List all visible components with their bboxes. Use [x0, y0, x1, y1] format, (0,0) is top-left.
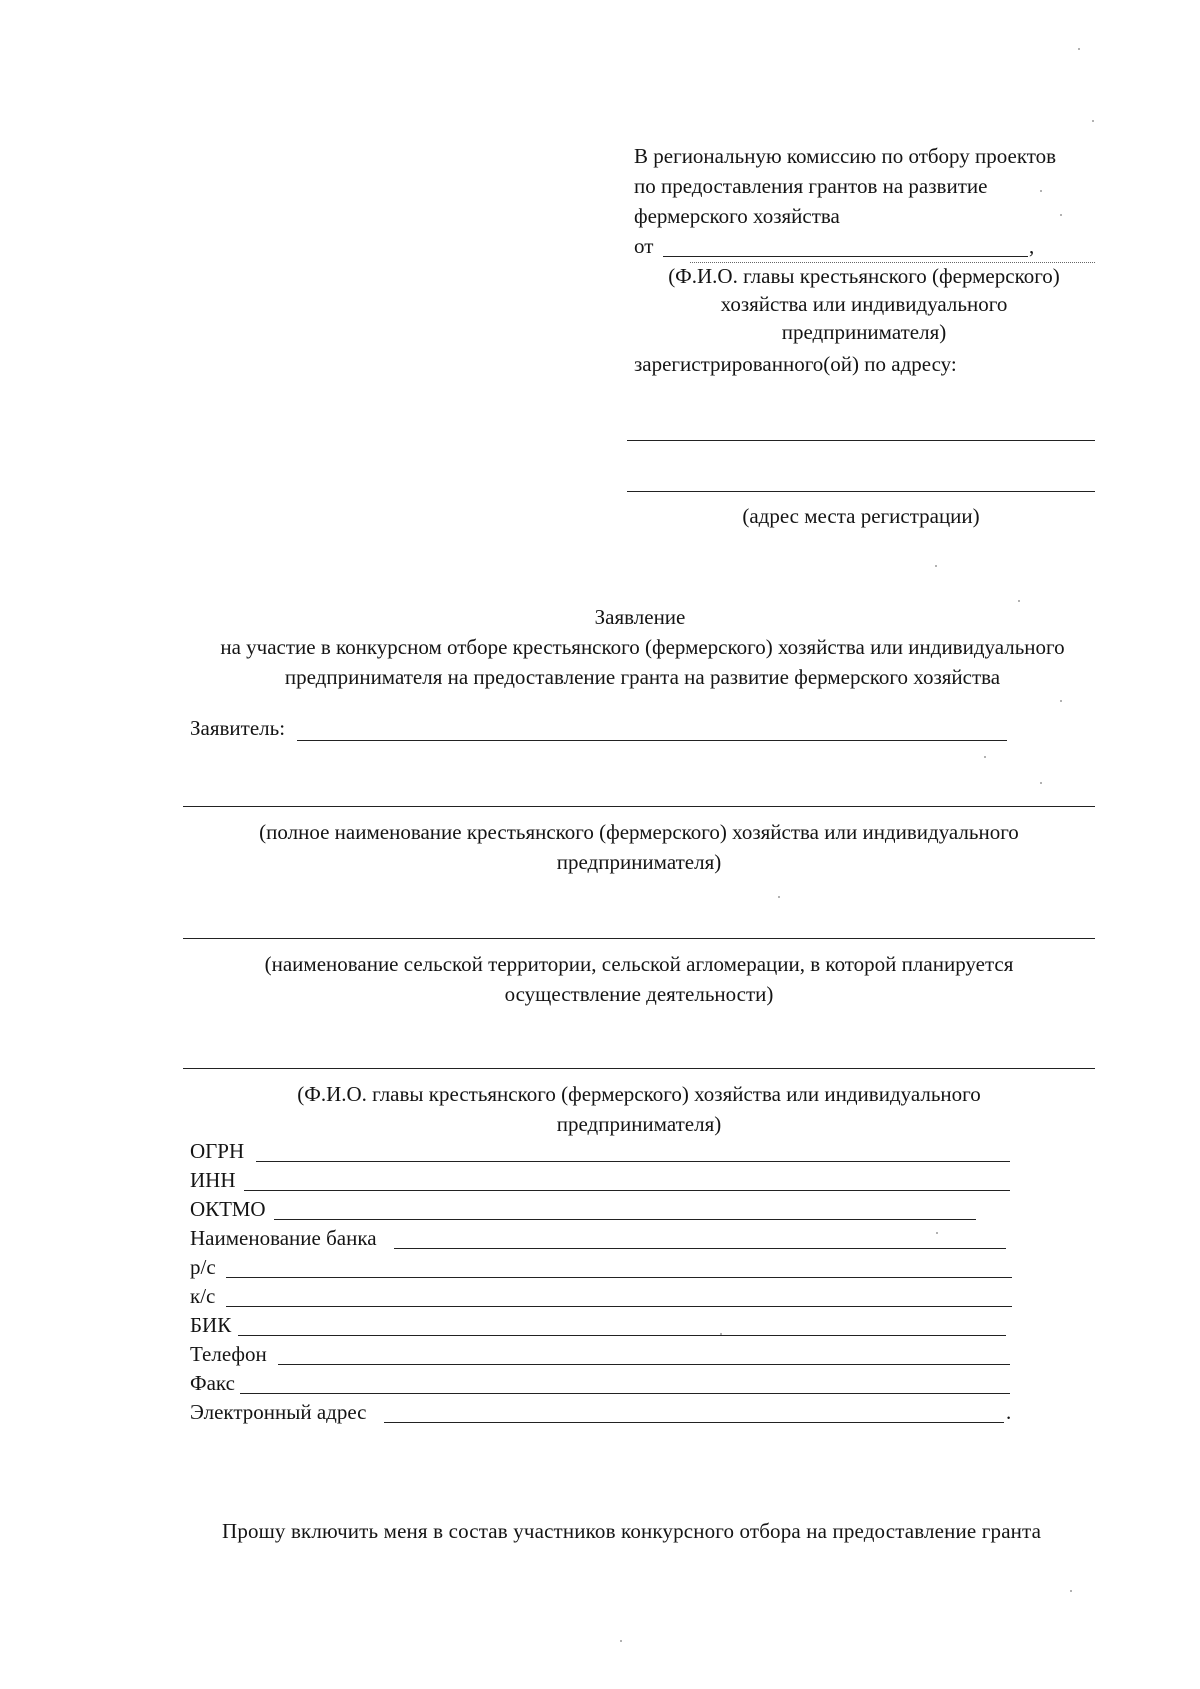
field-inn-label: ИНН — [190, 1168, 236, 1192]
applicant-name-caption-1: (полное наименование крестьянского (фермерского) хозяйства или индивидуального — [259, 820, 1019, 844]
field-ks-label: к/с — [190, 1284, 216, 1308]
scan-speck — [935, 565, 937, 567]
field-bik-label: БИК — [190, 1313, 232, 1337]
addressee-line-3: фермерского хозяйства — [634, 204, 840, 228]
from-comma: , — [1029, 234, 1035, 258]
field-oktmo-label: ОКТМО — [190, 1197, 266, 1221]
fio-caption-1: (Ф.И.О. главы крестьянского (фермерского) — [668, 264, 1060, 288]
scan-speck — [1040, 782, 1042, 784]
applicant-line[interactable] — [297, 740, 1007, 741]
scan-speck — [778, 896, 780, 898]
fio-caption-2: хозяйства или индивидуального — [720, 292, 1008, 316]
addressee-line-2: по предоставления грантов на развитие — [634, 174, 988, 198]
from-fio-line[interactable] — [663, 256, 1028, 257]
field-phone-line[interactable] — [278, 1364, 1010, 1365]
scan-speck — [1018, 600, 1020, 602]
applicant-name-caption-2: предпринимателя) — [556, 850, 722, 874]
scan-speck — [1040, 190, 1042, 192]
registered-label: зарегистрированного(ой) по адресу: — [634, 352, 957, 376]
field-rs-line[interactable] — [226, 1277, 1012, 1278]
head-caption-2: предпринимателя) — [556, 1112, 722, 1136]
field-ogrn-line[interactable] — [256, 1161, 1010, 1162]
request-text: Прошу включить меня в состав участников конкурсного отбора на предоставление гранта — [222, 1519, 1042, 1543]
addressee-line-1: В региональную комиссию по отбору проектов — [634, 144, 1057, 168]
field-email-suffix: . — [1006, 1400, 1012, 1424]
territory-line[interactable] — [183, 938, 1095, 939]
scan-speck — [1060, 700, 1062, 702]
field-email-line[interactable] — [384, 1422, 1004, 1423]
fio-caption-3: предпринимателя) — [781, 320, 947, 344]
scan-speck — [620, 1640, 622, 1642]
field-bank-name-label: Наименование банка — [190, 1226, 377, 1250]
head-fio-line[interactable] — [183, 1068, 1095, 1069]
address-line-2[interactable] — [627, 491, 1095, 492]
scan-speck — [1060, 214, 1062, 216]
statement-subtitle-2: предпринимателя на предоставление гранта на развитие фермерского хозяйства — [284, 665, 1001, 689]
field-inn-line[interactable] — [244, 1190, 1010, 1191]
address-line-1[interactable] — [627, 440, 1095, 441]
address-caption: (адрес места регистрации) — [742, 504, 980, 528]
field-ks-line[interactable] — [226, 1306, 1012, 1307]
scan-speck — [1092, 120, 1094, 122]
scan-dotted-artifact — [690, 262, 1095, 263]
applicant-name-line[interactable] — [183, 806, 1095, 807]
applicant-label: Заявитель: — [190, 716, 286, 740]
field-fax-label: Факс — [190, 1371, 235, 1395]
field-email-label: Электронный адрес — [190, 1400, 367, 1424]
territory-caption-1: (наименование сельской территории, сельской агломерации, в которой планируется — [264, 952, 1014, 976]
field-fax-line[interactable] — [240, 1393, 1010, 1394]
field-bik-line[interactable] — [238, 1335, 1006, 1336]
field-ogrn-label: ОГРН — [190, 1139, 245, 1163]
statement-subtitle-1: на участие в конкурсном отборе крестьянского (фермерского) хозяйства или индивидуального — [220, 635, 1065, 659]
field-phone-label: Телефон — [190, 1342, 267, 1366]
field-oktmo-line[interactable] — [274, 1219, 976, 1220]
territory-caption-2: осуществление деятельности) — [504, 982, 774, 1006]
scan-speck — [1070, 1590, 1072, 1592]
scan-speck — [1078, 48, 1080, 50]
from-label: от — [634, 234, 654, 258]
field-bank-name-line[interactable] — [394, 1248, 1006, 1249]
field-rs-label: р/с — [190, 1255, 216, 1279]
statement-title: Заявление — [594, 605, 686, 629]
scan-speck — [984, 756, 986, 758]
scan-speck — [720, 1333, 722, 1335]
scan-speck — [936, 1232, 938, 1234]
head-caption-1: (Ф.И.О. главы крестьянского (фермерского) хозяйства или индивидуального — [297, 1082, 981, 1106]
